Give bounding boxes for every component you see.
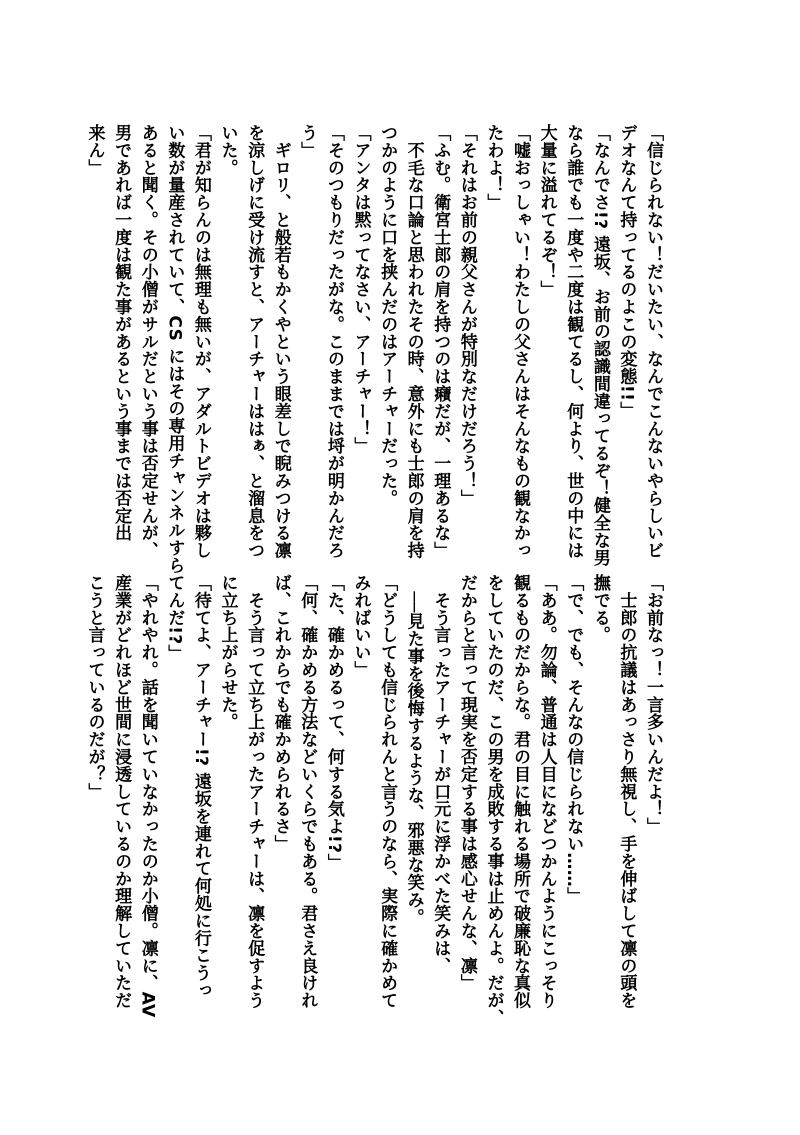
text-line: ギロリ、と般若もかくやという眼差しで睨みつける凛 (270, 124, 291, 559)
text-line: 観るものだからな。君の目に触れる場所で破廉恥な真似 (510, 574, 531, 1009)
text-line: 撫でる。 (589, 574, 610, 644)
text-line: 「お前なっ！一言多いんだよ！」 (643, 574, 663, 835)
text-line: 「何、確かめる方法などいくらでもある。君さえ良けれ (297, 574, 318, 1009)
text-line: つかのように口を挟んだのはアーチャーだった。 (377, 124, 398, 507)
text-line: そう言って立ち上がったアーチャーは、凛を促すよう (244, 574, 265, 1009)
text-line: 「で、でも、そんなの信じられない……」 (563, 574, 584, 905)
text-line: ば、これからでも確かめられるさ」 (270, 574, 291, 853)
text-line: そう言ったアーチャーが口元に浮かべた笑みは、 (430, 574, 451, 975)
text-line: に立ち上がらせた。 (217, 574, 238, 731)
text-line: 「待てよ、アーチャー!? 遠坂を連れて何処に行こうっ (190, 574, 211, 999)
text-line: 士郎の抗議はあっさり無視し、手を伸ばして凛の頭を (616, 574, 637, 1009)
text-line: あると聞く。その小僧がサルだという事は否定せんが、 (137, 124, 158, 559)
text-line: 来ん」 (84, 124, 105, 177)
text-line: 「それはお前の親父さんが特別なだけだろう！」 (456, 124, 477, 507)
text-line: をしていたのだ、この男を成敗する事は止めんよ。だが、 (483, 574, 504, 1027)
text-line: てんだ!?」 (164, 574, 185, 663)
text-line: 大量に溢れてるぞ！」 (536, 124, 557, 298)
text-line: 「やれやれ。話を聞いていなかったのか小僧。凛に、AV (137, 574, 158, 1018)
text-line: たわよ！」 (483, 124, 504, 211)
text-line: 「た、確かめるって、何する気よ!?」 (323, 574, 344, 871)
text-line: い数が量産されていて、CS にはその専用チャンネルすら (164, 124, 185, 574)
text-line: を涼しげに受け流すと、アーチャーははぁ、と溜息をつ (244, 124, 265, 559)
text-line: 「ふむ。衛宮士郎の肩を持つのは癪だが、一理あるな」 (430, 124, 451, 559)
text-line: 「君が知らんのは無理も無いが、アダルトビデオは夥し (190, 124, 211, 559)
text-line: ──見た事を後悔するような、邪悪な笑み。 (403, 574, 424, 926)
text-block-top (84, 124, 666, 574)
text-line: 「そのつもりだったがな。このままでは埒が明かんだろ (323, 124, 344, 559)
text-line: だからと言って現実を否定する事は感心せんな、凛」 (456, 574, 477, 992)
text-line: こうと言っているのだが？」 (84, 574, 105, 801)
text-line: 「ああ。勿論、普通は人目になどつかんようにこっそり (536, 574, 557, 1009)
text-line: 「なんでさ!? 遠坂、お前の認識間違ってるぞ！健全な男 (589, 124, 610, 567)
text-line: 不毛な口論と思われたその時、意外にも士郎の肩を持 (403, 124, 424, 559)
text-line: なら誰でも一度や二度は観てるし、何より、世の中には (563, 124, 584, 559)
text-line: う」 (297, 124, 318, 159)
text-line: 産業がどれほど世間に浸透しているのか理解していただ (111, 574, 132, 1009)
text-line: 「嘘おっしゃい！わたしの父さんはそんなもの観なかっ (510, 124, 531, 559)
text-line: 「信じられない！だいたい、なんでこんないやらしいビ (643, 124, 663, 559)
text-line: 男であれば一度は観た事があるという事までは否定出 (111, 124, 132, 542)
text-line: みればいい」 (350, 574, 371, 679)
text-block-bottom (84, 574, 666, 1027)
text-line: いた。 (217, 124, 238, 177)
text-line: 「アンタは黙ってなさい、アーチャー！」 (350, 124, 371, 455)
text-line: 「どうしても信じられんと言うのなら、実際に確かめて (377, 574, 398, 1009)
text-line: デオなんて持ってるのよこの変態!!」 (616, 124, 637, 419)
